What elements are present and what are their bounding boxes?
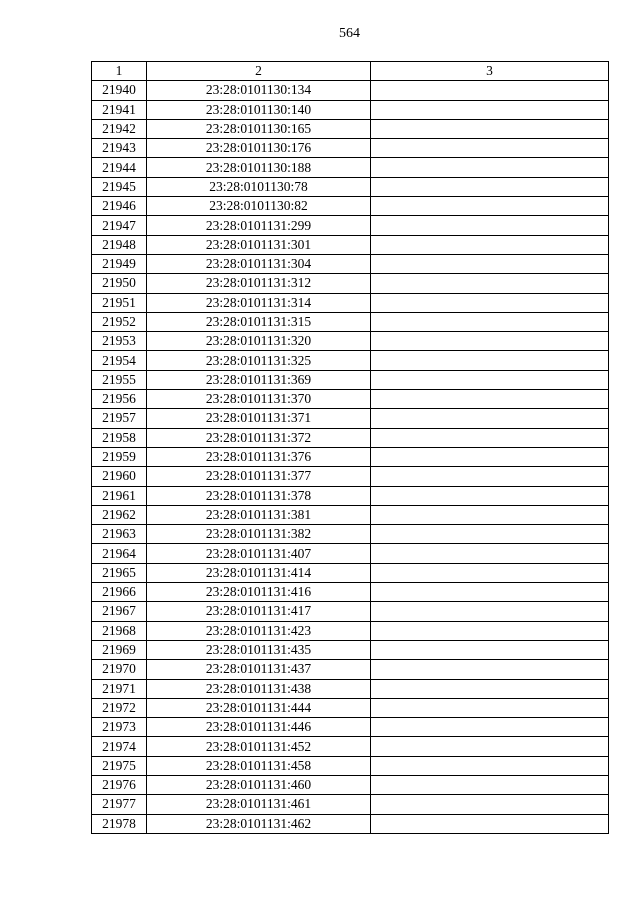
- table-row: [92, 544, 609, 563]
- row-number-cell: 21951: [92, 293, 147, 312]
- notes-cell: [371, 795, 609, 814]
- notes-cell: [371, 756, 609, 775]
- table-row: [92, 486, 609, 505]
- notes-cell: [371, 525, 609, 544]
- notes-cell: [371, 660, 609, 679]
- notes-cell: [371, 100, 609, 119]
- notes-cell: [371, 390, 609, 409]
- cadastral-number-cell: 23:28:0101131:416: [147, 583, 371, 602]
- cadastral-number-cell: 23:28:0101131:446: [147, 718, 371, 737]
- row-number-cell: 21957: [92, 409, 147, 428]
- table-row: [92, 563, 609, 582]
- cadastral-number-cell: 23:28:0101131:301: [147, 235, 371, 254]
- table-row: [92, 139, 609, 158]
- row-number-cell: 21966: [92, 583, 147, 602]
- table-row: [92, 216, 609, 235]
- cadastral-number-cell: 23:28:0101130:78: [147, 177, 371, 196]
- cadastral-number-cell: 23:28:0101131:320: [147, 332, 371, 351]
- table-row: [92, 756, 609, 775]
- notes-cell: [371, 332, 609, 351]
- notes-cell: [371, 293, 609, 312]
- table-row: [92, 467, 609, 486]
- table-row: [92, 293, 609, 312]
- notes-cell: [371, 467, 609, 486]
- row-number-cell: 21943: [92, 139, 147, 158]
- table-row: [92, 602, 609, 621]
- table-row: [92, 737, 609, 756]
- column-header-2: 2: [147, 62, 371, 81]
- cadastral-number-cell: 23:28:0101131:444: [147, 698, 371, 717]
- notes-cell: [371, 602, 609, 621]
- row-number-cell: 21960: [92, 467, 147, 486]
- notes-cell: [371, 119, 609, 138]
- row-number-cell: 21978: [92, 814, 147, 833]
- cadastral-number-cell: 23:28:0101131:371: [147, 409, 371, 428]
- cadastral-number-cell: 23:28:0101131:407: [147, 544, 371, 563]
- column-header-3: 3: [371, 62, 609, 81]
- register-table: [91, 61, 609, 834]
- table-header-row: [92, 62, 609, 81]
- notes-cell: [371, 197, 609, 216]
- notes-cell: [371, 139, 609, 158]
- row-number-cell: 21948: [92, 235, 147, 254]
- notes-cell: [371, 583, 609, 602]
- row-number-cell: 21954: [92, 351, 147, 370]
- notes-cell: [371, 274, 609, 293]
- row-number-cell: 21970: [92, 660, 147, 679]
- cadastral-number-cell: 23:28:0101131:381: [147, 505, 371, 524]
- table-row: [92, 698, 609, 717]
- table-row: [92, 505, 609, 524]
- row-number-cell: 21942: [92, 119, 147, 138]
- cadastral-number-cell: 23:28:0101131:299: [147, 216, 371, 235]
- row-number-cell: 21973: [92, 718, 147, 737]
- row-number-cell: 21941: [92, 100, 147, 119]
- row-number-cell: 21956: [92, 390, 147, 409]
- notes-cell: [371, 158, 609, 177]
- notes-cell: [371, 563, 609, 582]
- table-row: [92, 312, 609, 331]
- row-number-cell: 21944: [92, 158, 147, 177]
- row-number-cell: 21963: [92, 525, 147, 544]
- cadastral-number-cell: 23:28:0101131:370: [147, 390, 371, 409]
- notes-cell: [371, 814, 609, 833]
- row-number-cell: 21968: [92, 621, 147, 640]
- table-row: [92, 197, 609, 216]
- notes-cell: [371, 177, 609, 196]
- row-number-cell: 21945: [92, 177, 147, 196]
- page-number: 564: [339, 26, 360, 41]
- row-number-cell: 21974: [92, 737, 147, 756]
- row-number-cell: 21967: [92, 602, 147, 621]
- notes-cell: [371, 235, 609, 254]
- cadastral-number-cell: 23:28:0101131:304: [147, 254, 371, 273]
- table-row: [92, 177, 609, 196]
- notes-cell: [371, 428, 609, 447]
- table-row: [92, 621, 609, 640]
- row-number-cell: 21955: [92, 370, 147, 389]
- cadastral-number-cell: 23:28:0101130:188: [147, 158, 371, 177]
- cadastral-number-cell: 23:28:0101131:314: [147, 293, 371, 312]
- cadastral-number-cell: 23:28:0101131:435: [147, 640, 371, 659]
- notes-cell: [371, 486, 609, 505]
- cadastral-number-cell: 23:28:0101131:369: [147, 370, 371, 389]
- cadastral-number-cell: 23:28:0101131:377: [147, 467, 371, 486]
- cadastral-number-cell: 23:28:0101131:438: [147, 679, 371, 698]
- row-number-cell: 21949: [92, 254, 147, 273]
- table-body: [92, 81, 609, 834]
- table-row: [92, 119, 609, 138]
- table-row: [92, 640, 609, 659]
- table-row: [92, 409, 609, 428]
- table-row: [92, 254, 609, 273]
- notes-cell: [371, 409, 609, 428]
- notes-cell: [371, 621, 609, 640]
- notes-cell: [371, 351, 609, 370]
- table-row: [92, 795, 609, 814]
- notes-cell: [371, 775, 609, 794]
- table-row: [92, 525, 609, 544]
- row-number-cell: 21940: [92, 81, 147, 100]
- cadastral-number-cell: 23:28:0101131:325: [147, 351, 371, 370]
- cadastral-number-cell: 23:28:0101131:423: [147, 621, 371, 640]
- notes-cell: [371, 544, 609, 563]
- table-row: [92, 679, 609, 698]
- row-number-cell: 21947: [92, 216, 147, 235]
- table-row: [92, 81, 609, 100]
- notes-cell: [371, 679, 609, 698]
- row-number-cell: 21965: [92, 563, 147, 582]
- notes-cell: [371, 640, 609, 659]
- table-row: [92, 351, 609, 370]
- row-number-cell: 21952: [92, 312, 147, 331]
- table-row: [92, 235, 609, 254]
- cadastral-number-cell: 23:28:0101131:461: [147, 795, 371, 814]
- cadastral-number-cell: 23:28:0101131:460: [147, 775, 371, 794]
- row-number-cell: 21975: [92, 756, 147, 775]
- cadastral-number-cell: 23:28:0101131:382: [147, 525, 371, 544]
- row-number-cell: 21971: [92, 679, 147, 698]
- cadastral-number-cell: 23:28:0101130:165: [147, 119, 371, 138]
- cadastral-number-cell: 23:28:0101131:312: [147, 274, 371, 293]
- row-number-cell: 21964: [92, 544, 147, 563]
- table-row: [92, 583, 609, 602]
- cadastral-number-cell: 23:28:0101131:378: [147, 486, 371, 505]
- row-number-cell: 21950: [92, 274, 147, 293]
- notes-cell: [371, 216, 609, 235]
- cadastral-number-cell: 23:28:0101131:315: [147, 312, 371, 331]
- column-header-1: 1: [92, 62, 147, 81]
- table-row: [92, 718, 609, 737]
- table-row: [92, 390, 609, 409]
- row-number-cell: 21969: [92, 640, 147, 659]
- row-number-cell: 21961: [92, 486, 147, 505]
- cadastral-number-cell: 23:28:0101130:134: [147, 81, 371, 100]
- table-row: [92, 274, 609, 293]
- notes-cell: [371, 505, 609, 524]
- cadastral-number-cell: 23:28:0101131:462: [147, 814, 371, 833]
- row-number-cell: 21959: [92, 447, 147, 466]
- table-row: [92, 158, 609, 177]
- table-row: [92, 370, 609, 389]
- table-row: [92, 814, 609, 833]
- row-number-cell: 21977: [92, 795, 147, 814]
- row-number-cell: 21976: [92, 775, 147, 794]
- cadastral-number-cell: 23:28:0101131:372: [147, 428, 371, 447]
- cadastral-number-cell: 23:28:0101131:458: [147, 756, 371, 775]
- table-row: [92, 332, 609, 351]
- cadastral-number-cell: 23:28:0101130:140: [147, 100, 371, 119]
- notes-cell: [371, 81, 609, 100]
- table-row: [92, 428, 609, 447]
- notes-cell: [371, 312, 609, 331]
- cadastral-number-cell: 23:28:0101131:437: [147, 660, 371, 679]
- table-row: [92, 775, 609, 794]
- row-number-cell: 21946: [92, 197, 147, 216]
- table-row: [92, 447, 609, 466]
- row-number-cell: 21953: [92, 332, 147, 351]
- notes-cell: [371, 447, 609, 466]
- row-number-cell: 21958: [92, 428, 147, 447]
- notes-cell: [371, 698, 609, 717]
- table-row: [92, 660, 609, 679]
- cadastral-number-cell: 23:28:0101131:452: [147, 737, 371, 756]
- notes-cell: [371, 718, 609, 737]
- notes-cell: [371, 370, 609, 389]
- row-number-cell: 21972: [92, 698, 147, 717]
- row-number-cell: 21962: [92, 505, 147, 524]
- notes-cell: [371, 254, 609, 273]
- cadastral-number-cell: 23:28:0101130:82: [147, 197, 371, 216]
- cadastral-number-cell: 23:28:0101131:414: [147, 563, 371, 582]
- cadastral-number-cell: 23:28:0101131:376: [147, 447, 371, 466]
- cadastral-number-cell: 23:28:0101130:176: [147, 139, 371, 158]
- cadastral-number-cell: 23:28:0101131:417: [147, 602, 371, 621]
- notes-cell: [371, 737, 609, 756]
- table-row: [92, 100, 609, 119]
